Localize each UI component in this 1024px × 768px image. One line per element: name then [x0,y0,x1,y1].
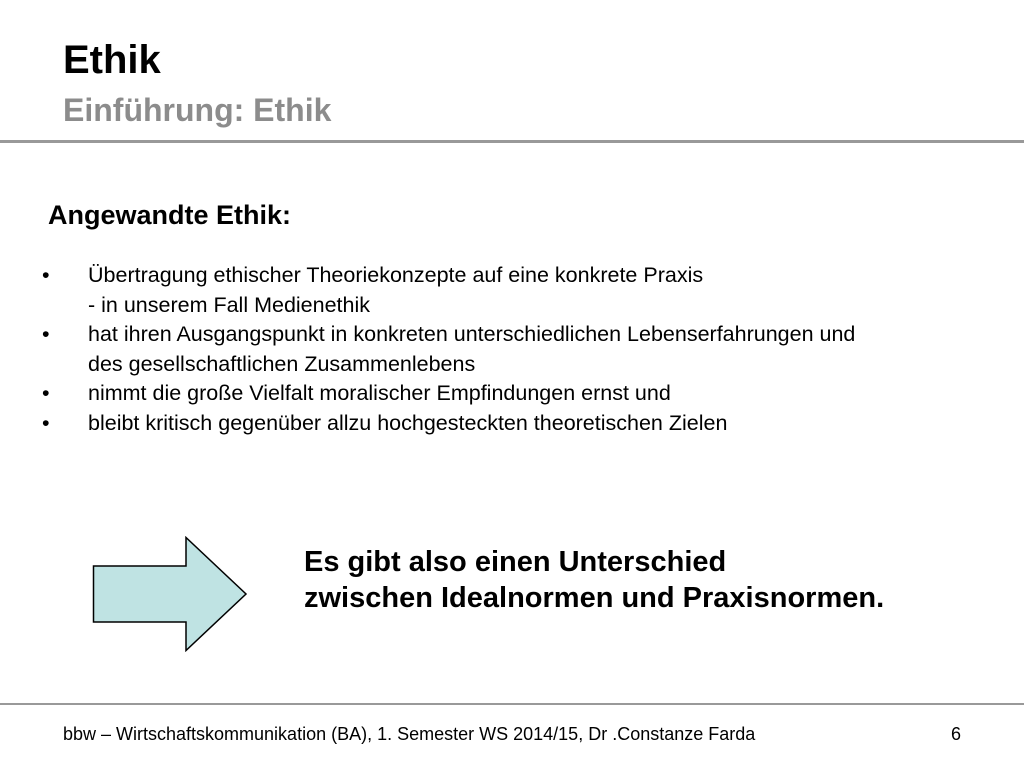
bullet-item [40,379,1015,409]
bullet-item [40,261,1015,320]
bullet-text [88,409,1015,439]
slide-subtitle: Einführung: Ethik [63,92,332,128]
bullet-list [40,261,1015,438]
page-number: 6 [951,724,962,744]
bullet-line: Übertragung ethischer Theoriekonzepte auf eine konkrete Praxis [88,263,704,287]
bullet-text [88,261,1015,320]
bullet-item [40,409,1015,439]
bullet-symbol: • [42,410,50,435]
bullet-line: bleibt kritisch gegenüber allzu hochgesteckten theoretischen Zielen [88,410,728,435]
bullet-item [40,320,1015,379]
bullet-symbol: • [42,263,50,287]
bullet-line: des gesellschaftlichen Zusammenlebens [88,351,476,376]
footer-divider [0,703,1024,705]
bullet-symbol: • [42,322,50,346]
bullet-symbol: • [42,381,50,405]
section-heading: Angewandte Ethik: [48,200,292,230]
conclusion-line: zwischen Idealnormen und Praxisnormen. [304,582,885,614]
bullet-text [88,320,1015,379]
conclusion-line: Es gibt also einen Unterschied [304,546,727,578]
bullet-text [88,379,1015,409]
bullet-line: hat ihren Ausgangspunkt in konkreten unterschiedlichen Lebenserfahrungen und [88,322,856,346]
conclusion-text [304,544,884,616]
header-divider [0,140,1024,143]
slide-title: Ethik [63,38,161,82]
right-arrow-icon [92,536,248,652]
footer-text: bbw – Wirtschaftskommunikation (BA), 1. Semester WS 2014/15, Dr .Constanze Farda [63,724,756,744]
arrow-shape [94,538,247,651]
bullet-line: - in unserem Fall Medienethik [88,292,371,317]
bullet-line: nimmt die große Vielfalt moralischer Empfindungen ernst und [88,381,671,405]
